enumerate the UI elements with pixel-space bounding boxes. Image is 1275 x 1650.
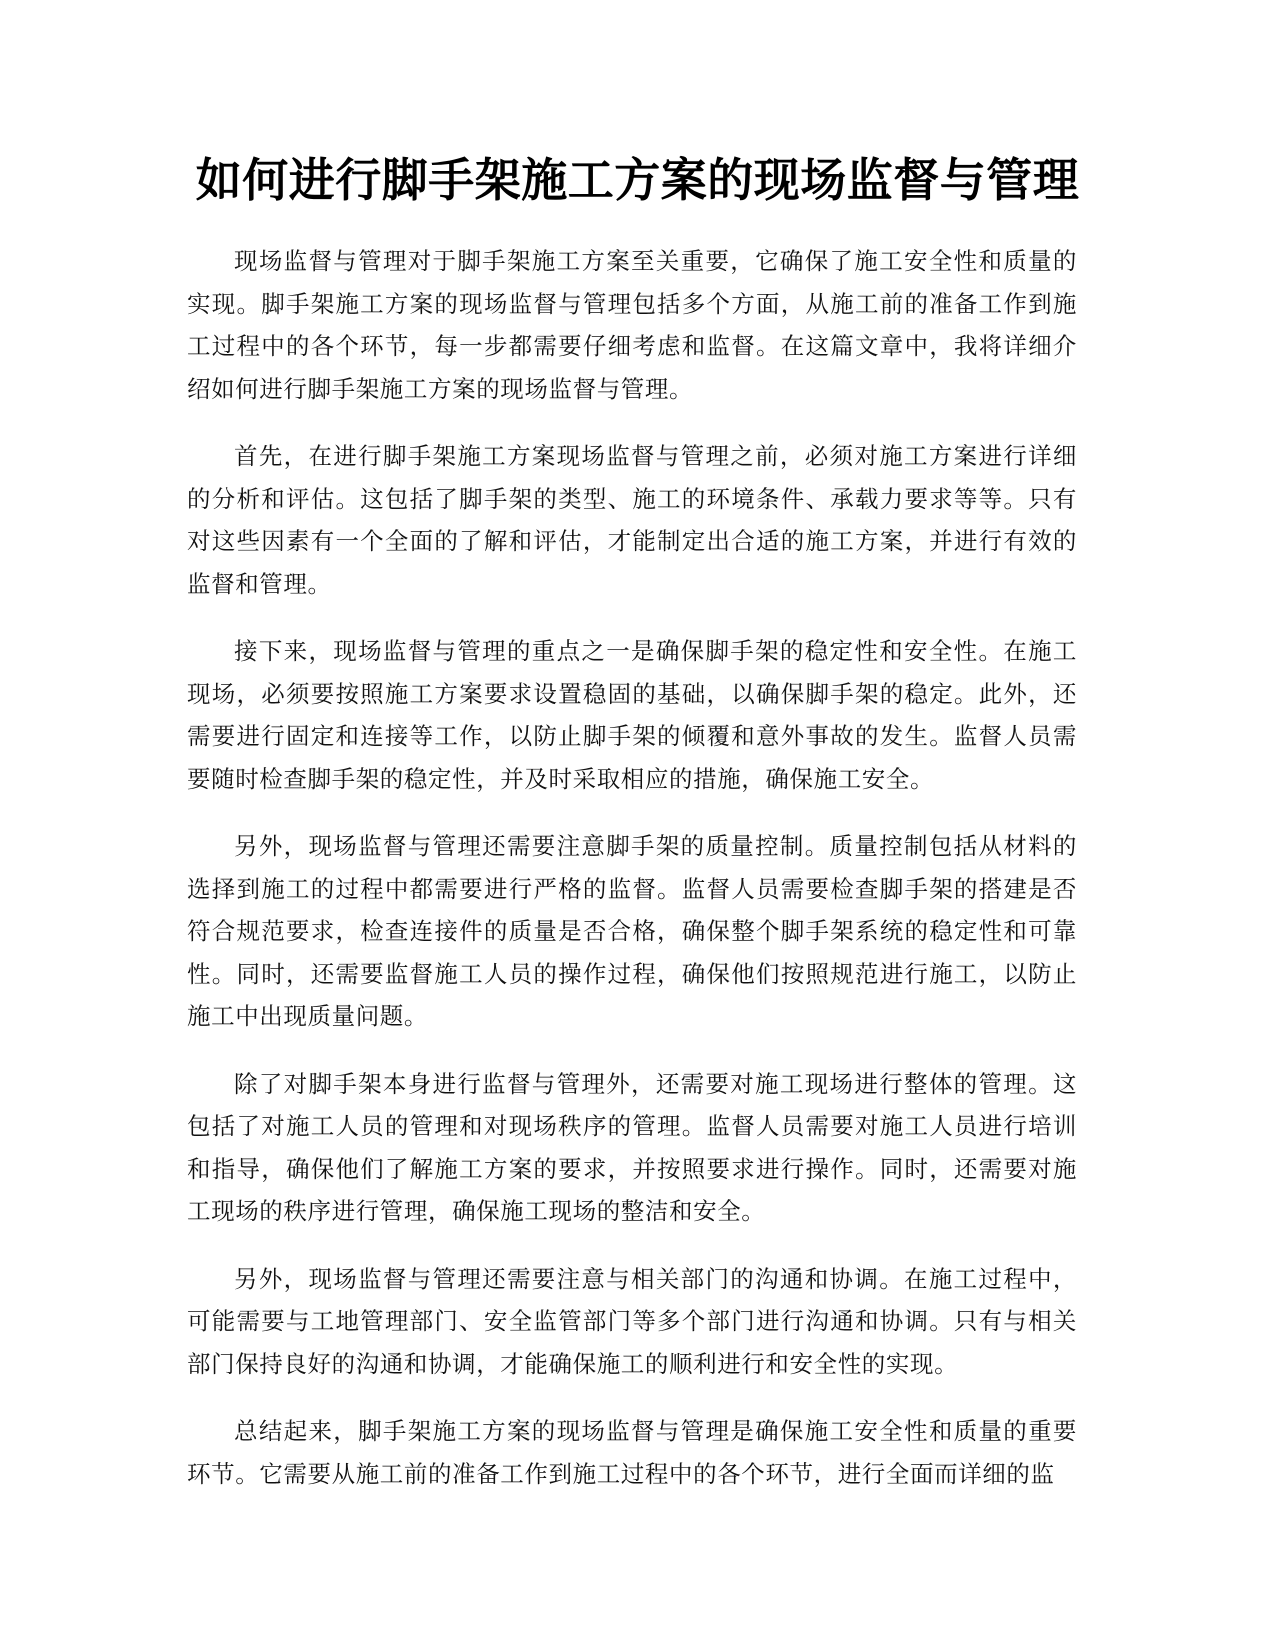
paragraph-3: 接下来，现场监督与管理的重点之一是确保脚手架的稳定性和安全性。在施工现场，必须要按照施工方案要求设置稳固的基础，以确保脚手架的稳定。此外，还需要进行固定和连接等工作，以防止脚手架的倾覆和意外事故的发生。监督人员需要随时检查脚手架的稳定性，并及时采取相应的措施，确保施工安全。 — [187, 637, 1077, 793]
paragraph-1: 现场监督与管理对于脚手架施工方案至关重要，它确保了施工安全性和质量的实现。脚手架施工方案的现场监督与管理包括多个方面，从施工前的准备工作到施工过程中的各个环节，每一步都需要仔细考虑和监督。在这篇文章中，我将详细介绍如何进行脚手架施工方案的现场监督与管理。 — [187, 247, 1077, 403]
paragraph-7: 总结起来，脚手架施工方案的现场监督与管理是确保施工安全性和质量的重要环节。它需要从施工前的准备工作到施工过程中的各个环节，进行全面而详细的监 — [187, 1417, 1077, 1488]
document-title: 如何进行脚手架施工方案的现场监督与管理 — [195, 153, 1080, 207]
paragraph-4: 另外，现场监督与管理还需要注意脚手架的质量控制。质量控制包括从材料的选择到施工的过程中都需要进行严格的监督。监督人员需要检查脚手架的搭建是否符合规范要求，检查连接件的质量是否合格，确保整个脚手架系统的稳定性和可靠性。同时，还需要监督施工人员的操作过程，确保他们按照规范进行施工，以防止施工中出现质量问题。 — [187, 832, 1077, 1030]
paragraph-5: 除了对脚手架本身进行监督与管理外，还需要对施工现场进行整体的管理。这包括了对施工人员的管理和对现场秩序的管理。监督人员需要对施工人员进行培训和指导，确保他们了解施工方案的要求，并按照要求进行操作。同时，还需要对施工现场的秩序进行管理，确保施工现场的整洁和安全。 — [187, 1069, 1077, 1225]
paragraph-6: 另外，现场监督与管理还需要注意与相关部门的沟通和协调。在施工过程中，可能需要与工地管理部门、安全监管部门等多个部门进行沟通和协调。只有与相关部门保持良好的沟通和协调，才能确保施工的顺利进行和安全性的实现。 — [187, 1264, 1077, 1378]
paragraph-2: 首先，在进行脚手架施工方案现场监督与管理之前，必须对施工方案进行详细的分析和评估。这包括了脚手架的类型、施工的环境条件、承载力要求等等。只有对这些因素有一个全面的了解和评估，才能制定出合适的施工方案，并进行有效的监督和管理。 — [187, 442, 1077, 598]
document-body — [187, 240, 1077, 1520]
